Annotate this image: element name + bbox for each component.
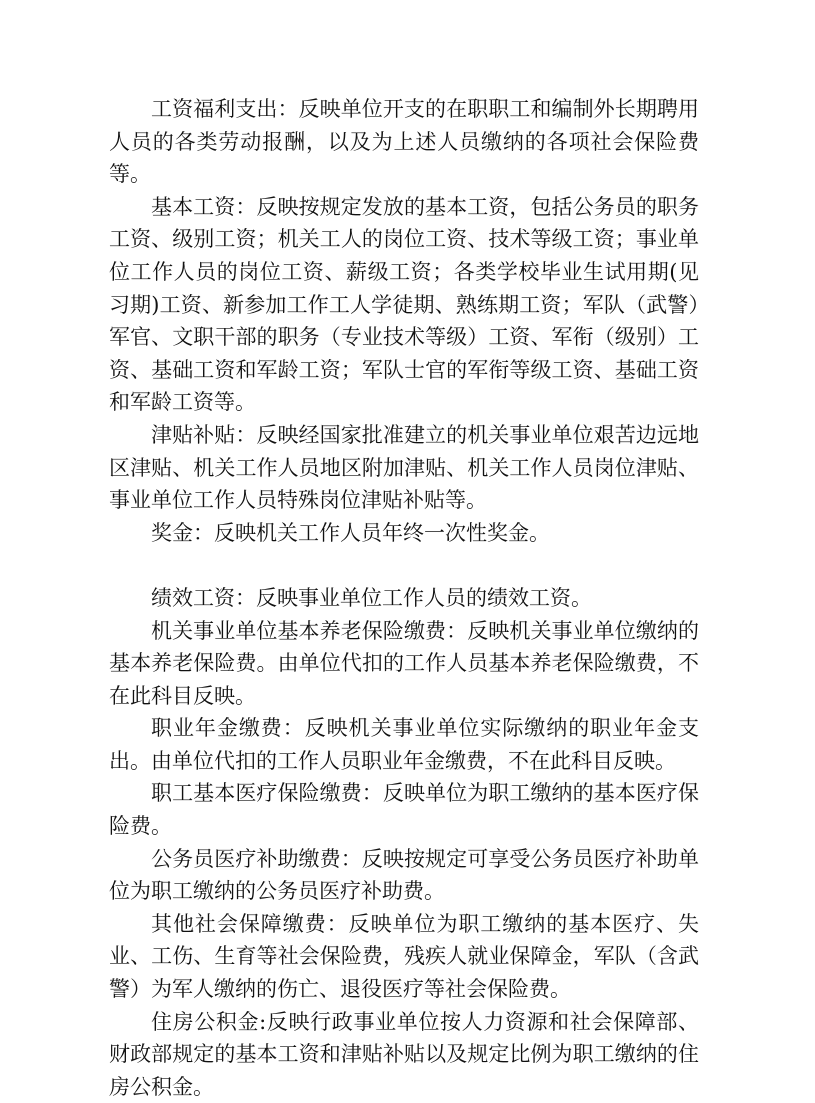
document-body: [109, 93, 699, 1103]
paragraph-civil-servant-medical: 公务员医疗补助缴费：反映按规定可享受公务员医疗补助单位为职工缴纳的公务员医疗补助费。: [109, 846, 699, 904]
paragraph-gap: [109, 549, 699, 582]
paragraph-bonus: 奖金：反映机关工作人员年终一次性奖金。: [151, 520, 550, 545]
paragraph-other-social-security: 其他社会保障缴费：反映单位为职工缴纳的基本医疗、失业、工伤、生育等社会保险费，残疾人就业保障金，军队（含武警）为军人缴纳的伤亡、退役医疗等社会保险费。: [109, 911, 699, 1002]
paragraph-performance-wage: 绩效工资：反映事业单位工作人员的绩效工资。: [151, 585, 592, 610]
paragraph-wage-welfare: 工资福利支出：反映单位开支的在职职工和编制外长期聘用人员的各类劳动报酬，以及为上述人员缴纳的各项社会保险费等。: [109, 97, 699, 187]
paragraph-occupational-annuity: 职业年金缴费：反映机关事业单位实际缴纳的职业年金支出。由单位代扣的工作人员职业年金缴费，不在此科目反映。: [109, 716, 699, 773]
paragraph-pension-insurance: 机关事业单位基本养老保险缴费：反映机关事业单位缴纳的基本养老保险费。由单位代扣的工作人员基本养老保险缴费，不在此科目反映。: [109, 618, 699, 708]
paragraph-basic-wage: 基本工资：反映按规定发放的基本工资，包括公务员的职务工资、级别工资；机关工人的岗位工资、技术等级工资；事业单位工作人员的岗位工资、薪级工资；各类学校毕业生试用期(见习期)工资、新参加工作工人学徒期、熟练期工资；军队（武警）军官、文职干部的职务（专业技术等级）工资、军衔（级别）工资、基础工资和军龄工资；军队士官的军衔等级工资、基础工资和军龄工资等。: [109, 194, 699, 415]
paragraph-medical-insurance: 职工基本医疗保险缴费：反映单位为职工缴纳的基本医疗保险费。: [109, 781, 699, 839]
paragraph-allowance: 津贴补贴：反映经国家批准建立的机关事业单位艰苦边远地区津贴、机关工作人员地区附加津贴、机关工作人员岗位津贴、事业单位工作人员特殊岗位津贴补贴等。: [109, 422, 699, 513]
paragraph-housing-fund: 住房公积金:反映行政事业单位按人力资源和社会保障部、财政部规定的基本工资和津贴补贴以及规定比例为职工缴纳的住房公积金。: [109, 1009, 699, 1099]
